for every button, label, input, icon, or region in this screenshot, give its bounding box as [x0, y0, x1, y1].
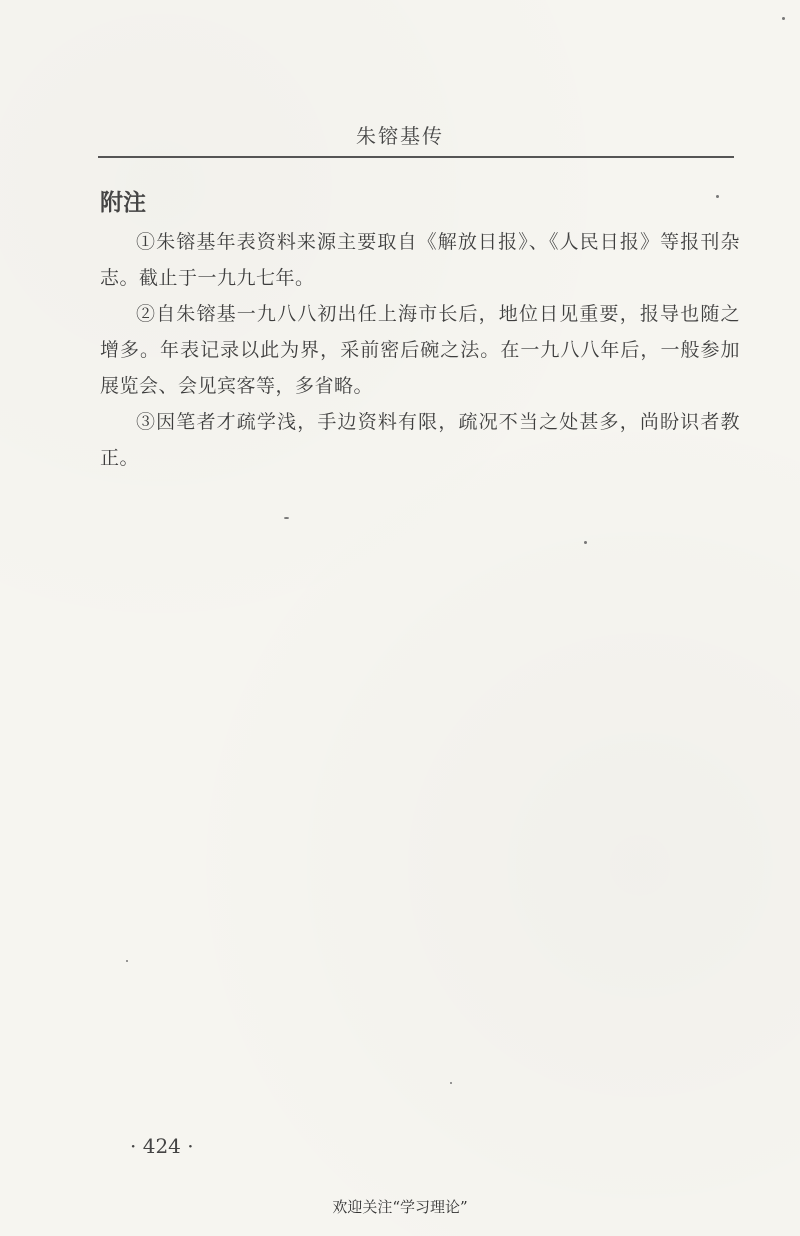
- scan-speck: [716, 195, 719, 198]
- note-1: ①朱镕基年表资料来源主要取自《解放日报》、《人民日报》等报刊杂志。截止于一九九七年。: [100, 231, 740, 289]
- header-rule: [98, 156, 734, 158]
- section-heading: 附注: [100, 190, 146, 216]
- page-number: · 424 ·: [130, 1134, 194, 1158]
- watermark-caption: 欢迎关注“学习理论”: [332, 1198, 468, 1216]
- notes-section: [100, 224, 740, 476]
- running-header: 朱镕基传: [356, 124, 444, 148]
- scan-speck: [126, 960, 128, 962]
- scan-speck: [450, 1082, 452, 1084]
- scan-speck: [284, 517, 289, 519]
- scan-speck: [584, 541, 587, 544]
- scan-speck: [782, 17, 785, 20]
- note-3: ③因笔者才疏学浅，手边资料有限，疏况不当之处甚多，尚盼识者教正。: [100, 411, 740, 469]
- note-2: ②自朱镕基一九八八初出任上海市长后，地位日见重要，报导也随之增多。年表记录以此为界，采前密后碗之法。在一九八八年后，一般参加展览会、会见宾客等，多省略。: [100, 303, 740, 397]
